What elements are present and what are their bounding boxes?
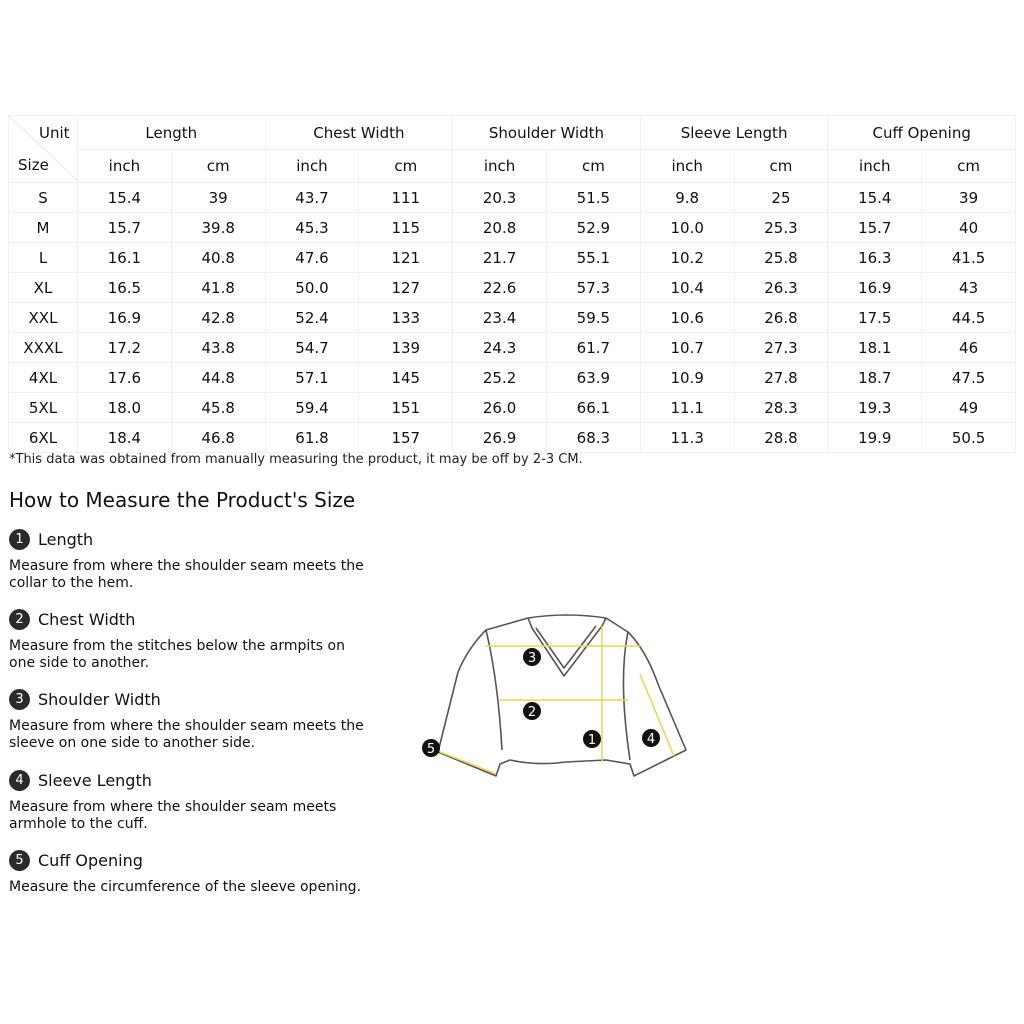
measurement-cell: 17.6 xyxy=(78,363,172,393)
table-row xyxy=(9,363,1016,393)
measurement-cell: 61.8 xyxy=(265,423,359,453)
measurement-cell: 46 xyxy=(922,333,1016,363)
measurement-cell: 63.9 xyxy=(546,363,640,393)
measurement-cell: 43.7 xyxy=(265,183,359,213)
measurement-cell: 28.3 xyxy=(734,393,828,423)
step-title: Sleeve Length xyxy=(38,770,152,790)
step-title: Chest Width xyxy=(38,609,136,629)
header-shoulder-width: Shoulder Width xyxy=(453,116,641,150)
table-row xyxy=(9,243,1016,273)
measurement-cell: 20.3 xyxy=(453,183,547,213)
header-cuff-opening: Cuff Opening xyxy=(828,116,1016,150)
table-row xyxy=(9,333,1016,363)
step-title: Cuff Opening xyxy=(38,850,143,870)
measurement-cell: 27.8 xyxy=(734,363,828,393)
measurement-cell: 22.6 xyxy=(453,273,547,303)
measurement-cell: 50.5 xyxy=(922,423,1016,453)
size-cell: L xyxy=(9,243,78,273)
step-shoulder-width xyxy=(9,688,369,752)
measurement-cell: 50.0 xyxy=(265,273,359,303)
step-description: Measure from where the shoulder seam meets the collar to the hem. xyxy=(9,558,364,591)
measurement-cell: 26.3 xyxy=(734,273,828,303)
unit-cm-header: cm xyxy=(171,150,265,183)
measurement-cell: 23.4 xyxy=(453,303,547,333)
measurement-cell: 24.3 xyxy=(453,333,547,363)
marker-4 xyxy=(642,729,660,747)
measurement-cell: 18.4 xyxy=(78,423,172,453)
measurement-cell: 145 xyxy=(359,363,453,393)
measurement-cell: 10.7 xyxy=(640,333,734,363)
table-row xyxy=(9,213,1016,243)
measurement-cell: 39 xyxy=(922,183,1016,213)
measurement-cell: 52.4 xyxy=(265,303,359,333)
measurement-cell: 15.4 xyxy=(828,183,922,213)
table-header-row-groups xyxy=(9,116,1016,150)
marker-label: 4 xyxy=(646,732,656,747)
marker-5 xyxy=(422,739,440,757)
measurement-cell: 59.4 xyxy=(265,393,359,423)
step-chest-width xyxy=(9,608,369,672)
measurement-cell: 52.9 xyxy=(546,213,640,243)
marker-2 xyxy=(523,702,541,720)
measurement-cell: 42.8 xyxy=(171,303,265,333)
marker-label: 1 xyxy=(587,733,597,748)
unit-inch-header: inch xyxy=(453,150,547,183)
step-number-badge: 5 xyxy=(9,850,30,871)
measurement-cell: 40 xyxy=(922,213,1016,243)
measurement-cell: 20.8 xyxy=(453,213,547,243)
measurement-cell: 44.8 xyxy=(171,363,265,393)
measurement-cell: 54.7 xyxy=(265,333,359,363)
measurement-cell: 21.7 xyxy=(453,243,547,273)
measurement-cell: 10.0 xyxy=(640,213,734,243)
header-length: Length xyxy=(78,116,266,150)
unit-inch-header: inch xyxy=(828,150,922,183)
unit-cm-header: cm xyxy=(359,150,453,183)
measurement-cell: 40.8 xyxy=(171,243,265,273)
table-row xyxy=(9,303,1016,333)
unit-cm-header: cm xyxy=(922,150,1016,183)
size-cell: 4XL xyxy=(9,363,78,393)
header-sleeve-length: Sleeve Length xyxy=(640,116,828,150)
measurement-cell: 59.5 xyxy=(546,303,640,333)
measurement-cell: 18.7 xyxy=(828,363,922,393)
measurement-cell: 46.8 xyxy=(171,423,265,453)
measurement-cell: 39 xyxy=(171,183,265,213)
measurement-cell: 15.7 xyxy=(78,213,172,243)
measurement-guides xyxy=(440,626,674,774)
size-cell: 5XL xyxy=(9,393,78,423)
measurement-cell: 57.3 xyxy=(546,273,640,303)
size-cell: 6XL xyxy=(9,423,78,453)
unit-inch-header: inch xyxy=(78,150,172,183)
measurement-cell: 51.5 xyxy=(546,183,640,213)
size-cell: XL xyxy=(9,273,78,303)
measurement-cell: 25.8 xyxy=(734,243,828,273)
measurement-cell: 11.1 xyxy=(640,393,734,423)
unit-size-corner-cell xyxy=(9,116,78,183)
table-row xyxy=(9,183,1016,213)
step-number-badge: 3 xyxy=(9,689,30,710)
step-number-badge: 4 xyxy=(9,770,30,791)
measurement-cell: 26.0 xyxy=(453,393,547,423)
size-chart-table xyxy=(8,115,1016,453)
measurement-cell: 17.2 xyxy=(78,333,172,363)
cuff-opening-guide xyxy=(440,752,496,774)
size-rows xyxy=(9,183,1016,453)
measurement-cell: 41.8 xyxy=(171,273,265,303)
size-cell: XXL xyxy=(9,303,78,333)
measurement-cell: 45.3 xyxy=(265,213,359,243)
measurement-cell: 47.5 xyxy=(922,363,1016,393)
measurement-cell: 16.5 xyxy=(78,273,172,303)
step-description: Measure from the stitches below the armpits on one side to another. xyxy=(9,638,345,671)
unit-cm-header: cm xyxy=(546,150,640,183)
unit-label: Unit xyxy=(39,124,70,142)
size-cell: XXXL xyxy=(9,333,78,363)
measurement-cell: 15.4 xyxy=(78,183,172,213)
measurement-cell: 18.1 xyxy=(828,333,922,363)
measurement-cell: 11.3 xyxy=(640,423,734,453)
measurement-note: *This data was obtained from manually measuring the product, it may be off by 2-3 CM. xyxy=(9,452,583,467)
measurement-cell: 15.7 xyxy=(828,213,922,243)
step-description: Measure from where the shoulder seam meets armhole to the cuff. xyxy=(9,799,337,832)
measurement-cell: 157 xyxy=(359,423,453,453)
measurement-cell: 19.3 xyxy=(828,393,922,423)
unit-cm-header: cm xyxy=(734,150,828,183)
measurement-cell: 127 xyxy=(359,273,453,303)
measurement-cell: 43.8 xyxy=(171,333,265,363)
measurement-cell: 39.8 xyxy=(171,213,265,243)
step-description: Measure the circumference of the sleeve opening. xyxy=(9,879,362,895)
unit-inch-header: inch xyxy=(265,150,359,183)
measurement-cell: 19.9 xyxy=(828,423,922,453)
measurement-cell: 121 xyxy=(359,243,453,273)
step-number-badge: 2 xyxy=(9,609,30,630)
table-header-row-units xyxy=(9,150,1016,183)
size-cell: M xyxy=(9,213,78,243)
measurement-cell: 25.3 xyxy=(734,213,828,243)
marker-3 xyxy=(523,648,541,666)
measurement-cell: 55.1 xyxy=(546,243,640,273)
measurement-cell: 57.1 xyxy=(265,363,359,393)
marker-label: 5 xyxy=(426,742,436,757)
step-number-badge: 1 xyxy=(9,529,30,550)
marker-1 xyxy=(583,730,601,748)
measurement-cell: 17.5 xyxy=(828,303,922,333)
header-chest-width: Chest Width xyxy=(265,116,453,150)
measurement-cell: 68.3 xyxy=(546,423,640,453)
measurement-cell: 49 xyxy=(922,393,1016,423)
measurement-cell: 16.3 xyxy=(828,243,922,273)
measurement-cell: 28.8 xyxy=(734,423,828,453)
measurement-cell: 139 xyxy=(359,333,453,363)
step-title: Shoulder Width xyxy=(38,689,161,709)
step-title: Length xyxy=(38,529,94,549)
measurement-cell: 61.7 xyxy=(546,333,640,363)
measurement-cell: 133 xyxy=(359,303,453,333)
measurement-cell: 16.9 xyxy=(78,303,172,333)
measurement-cell: 44.5 xyxy=(922,303,1016,333)
step-cuff-opening xyxy=(9,849,369,896)
step-description: Measure from where the shoulder seam meets the sleeve on one side to another side. xyxy=(9,718,364,751)
measurement-cell: 26.8 xyxy=(734,303,828,333)
measurement-cell: 47.6 xyxy=(265,243,359,273)
measurement-cell: 45.8 xyxy=(171,393,265,423)
marker-label: 2 xyxy=(527,705,537,720)
measurement-cell: 25 xyxy=(734,183,828,213)
measurement-cell: 27.3 xyxy=(734,333,828,363)
measurement-cell: 26.9 xyxy=(453,423,547,453)
unit-inch-header: inch xyxy=(640,150,734,183)
table-row xyxy=(9,393,1016,423)
step-sleeve-length xyxy=(9,769,369,833)
measurement-cell: 115 xyxy=(359,213,453,243)
measure-section-title: How to Measure the Product's Size xyxy=(9,488,356,512)
measurement-cell: 16.9 xyxy=(828,273,922,303)
measurement-cell: 151 xyxy=(359,393,453,423)
marker-label: 3 xyxy=(527,651,537,666)
step-length xyxy=(9,528,369,592)
measurement-cell: 41.5 xyxy=(922,243,1016,273)
measurement-cell: 111 xyxy=(359,183,453,213)
measurement-cell: 9.8 xyxy=(640,183,734,213)
measurement-cell: 18.0 xyxy=(78,393,172,423)
measurement-cell: 10.9 xyxy=(640,363,734,393)
measurement-cell: 10.2 xyxy=(640,243,734,273)
measurement-cell: 16.1 xyxy=(78,243,172,273)
size-cell: S xyxy=(9,183,78,213)
measurement-cell: 10.4 xyxy=(640,273,734,303)
measurement-cell: 25.2 xyxy=(453,363,547,393)
size-label: Size xyxy=(18,156,49,174)
measurement-cell: 66.1 xyxy=(546,393,640,423)
table-row xyxy=(9,423,1016,453)
measurement-cell: 43 xyxy=(922,273,1016,303)
table-row xyxy=(9,273,1016,303)
measurement-cell: 10.6 xyxy=(640,303,734,333)
tshirt-measurement-diagram xyxy=(418,610,690,782)
